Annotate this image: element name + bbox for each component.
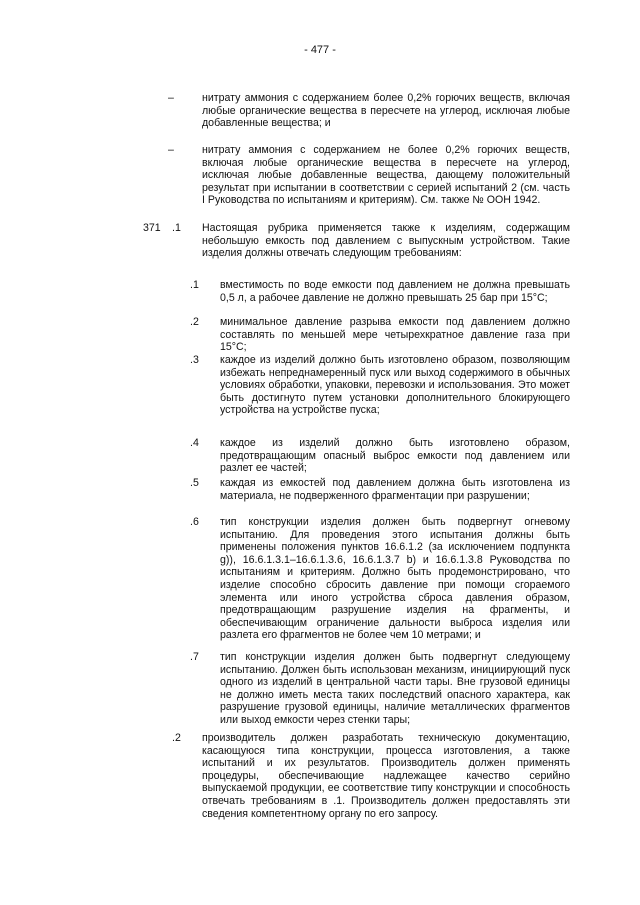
subitem-text: каждая из емкостей под давлением должна быть изготовлена из материала, не подверженного фрагментации при разрушении;	[220, 477, 570, 502]
subitem-text: каждое из изделий должно быть изготовлено образом, позволяющим избежать непреднамеренный пуск или выход содержимого в обычных условиях обработки, упаковки, перевозки и использования. Это может быть достигнуто путем установки дополнительного блокирующего устройства на устройстве пуска;	[220, 354, 570, 417]
subitem-marker: .3	[190, 354, 199, 366]
item-marker: .2	[172, 732, 181, 744]
subitem-text: каждое из изделий должно быть изготовлено образом, предотвращающим опасный выброс емкости под давлением или разлет ее частей;	[220, 437, 570, 475]
provision-number: 371	[143, 222, 161, 234]
item-marker: .1	[172, 222, 181, 234]
subitem-marker: .6	[190, 516, 199, 528]
subitem-marker: .7	[190, 651, 199, 663]
subitem-marker: .1	[190, 279, 199, 291]
subitem-marker: .5	[190, 477, 199, 489]
bullet-marker: –	[168, 92, 174, 104]
subitem-text: минимальное давление разрыва емкости под давлением должно составлять по меньшей мере четырехкратное давление газа при 15°C;	[220, 316, 570, 354]
subitem-marker: .4	[190, 437, 199, 449]
bullet-text: нитрату аммония с содержанием более 0,2% горючих веществ, включая любые органические вещества в пересчете на углерод, исключая любые добавленные вещества; и	[202, 92, 570, 130]
subitem-text: тип конструкции изделия должен быть подвергнут следующему испытанию. Должен быть использован механизм, инициирующий пуск одного из изделий в центральной части тары. Вне грузовой единицы не должно иметь места таких последствий опасного характера, как разрушение грузовой единицы, наличие металлических фрагментов или выход емкости через стенки тары;	[220, 651, 570, 726]
bullet-text: нитрату аммония с содержанием не более 0,2% горючих веществ, включая любые органические вещества в пересчете на углерод, исключая любые добавленные вещества, дающему положительный результат при испытании в соответствии с серией испытаний 2 (см. часть I Руководства по испытаниям и критериям). См. также № ООН 1942.	[202, 144, 570, 207]
subitem-text: вместимость по воде емкости под давлением не должна превышать 0,5 л, а рабочее давление не должно превышать 25 бар при 15°C;	[220, 279, 570, 304]
item-text: производитель должен разработать техническую документацию, касающуюся типа конструкции, процесса изготовления, а также испытаний и их результатов. Производитель должен применять процедуры, обеспечивающие надлежащее качество серийно выпускаемой продукции, ее соответствие типу конструкции и способность отвечать требованиям в .1. Производитель должен предоставлять эти сведения компетентному органу по его запросу.	[202, 732, 570, 820]
subitem-text: тип конструкции изделия должен быть подвергнут огневому испытанию. Для проведения этого испытания должны быть применены положения пунктов 16.6.1.2 (за исключением подпункта g)), 16.6.1.3.1–16.6.1.3.6, 16.6.1.3.7 b) и 16.6.1.3.8 Руководства по испытаниям и критериям. Должно быть продемонстрировано, что изделие способно сбросить давление при помощи сгораемого элемента или иного устройства сброса давления образом, предотвращающим разрушение изделия на фрагменты, и обеспечивающим ограничение дальности выброса изделия или разлета его фрагментов не более чем 10 метрами; и	[220, 516, 570, 642]
page-number: - 477 -	[304, 44, 336, 56]
item-text: Настоящая рубрика применяется также к изделиям, содержащим небольшую емкость под давлением с выпускным устройством. Такие изделия должны отвечать следующим требованиям:	[202, 222, 570, 260]
subitem-marker: .2	[190, 316, 199, 328]
bullet-marker: –	[168, 144, 174, 156]
